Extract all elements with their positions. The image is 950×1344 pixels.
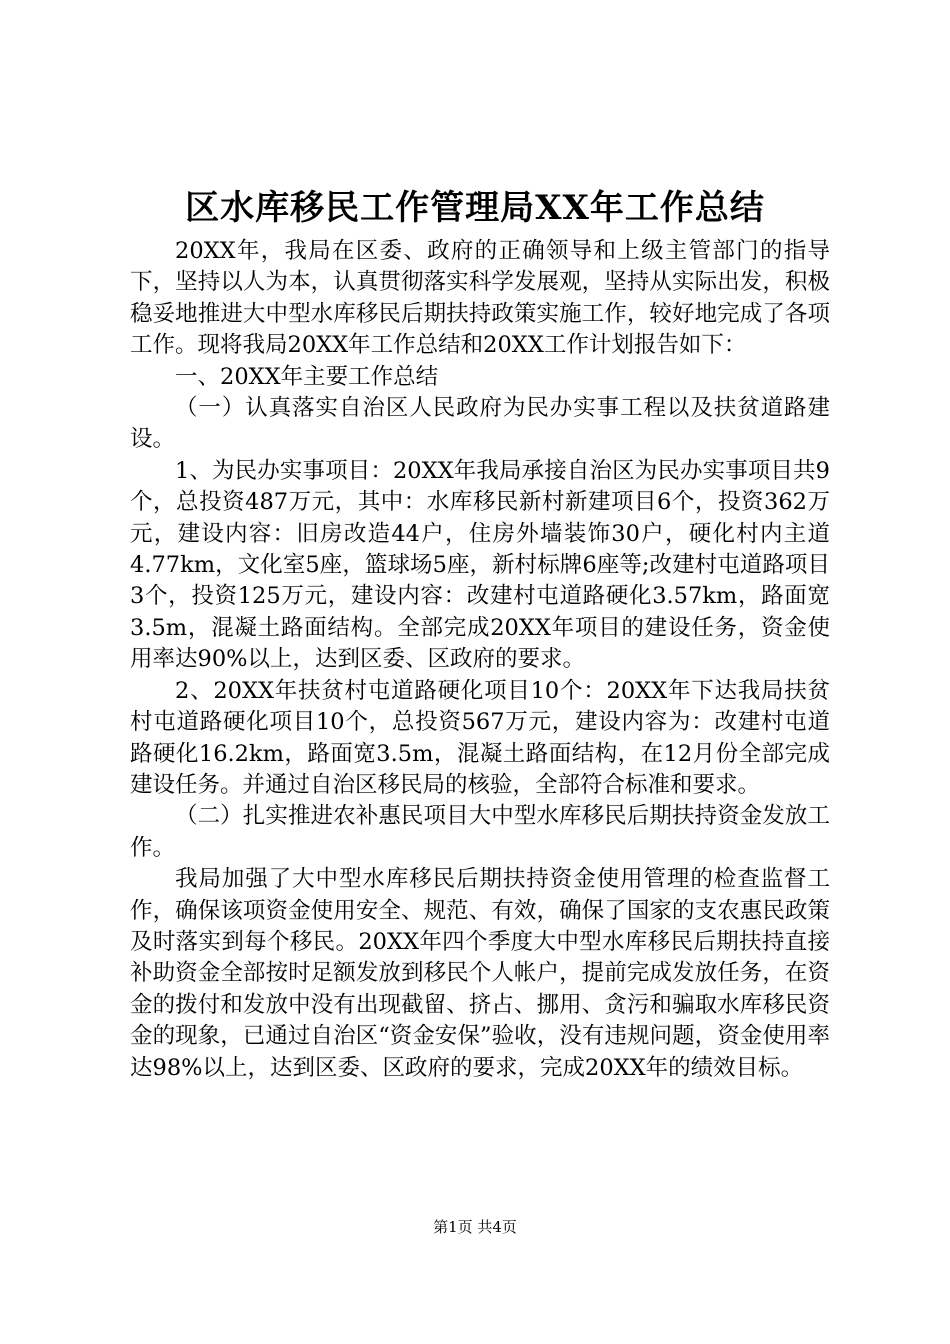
subsection-heading-1: （一）认真落实自治区人民政府为民办实事工程以及扶贫道路建设。 [130,395,830,453]
document-title: 区水库移民工作管理局XX年工作总结 [185,188,765,228]
paragraph-funds: 我局加强了大中型水库移民后期扶持资金使用管理的检查监督工作，确保该项资金使用安全、规范、有效，确保了国家的支农惠民政策及时落实到每个移民。20XX年四个季度大中型水库移民后期扶持直接补助资金全部按时足额发放到移民个人帐户，提前完成发放任务，在资金的拨付和发放中没有出现截留、挤占、挪用、贪污和骗取水库移民资金的现象，已通过自治区“资金安保”验收，没有违规问题，资金使用率达98%以上，达到区委、区政府的要求，完成20XX年的绩效目标。 [130,866,830,1081]
subsection-heading-2: （二）扎实推进农补惠民项目大中型水库移民后期扶持资金发放工作。 [130,803,830,861]
paragraph-intro: 20XX年，我局在区委、政府的正确领导和上级主管部门的指导下，坚持以人为本，认真贯彻落实科学发展观，坚持从实际出发，积极稳妥地推进大中型水库移民后期扶持政策实施工作，较好地完成了各项工作。现将我局20XX年工作总结和20XX工作计划报告如下： [130,238,830,359]
document-body [130,236,830,1084]
page-footer: 第1页 共4页 [433,1218,517,1236]
section-heading-1: 一、20XX年主要工作总结 [175,363,439,390]
paragraph-item-2: 2、20XX年扶贫村屯道路硬化项目10个：20XX年下达我局扶贫村屯道路硬化项目10个，总投资567万元，建设内容为：改建村屯道路硬化16.2km，路面宽3.5m，混凝土路面结构，在12月份全部完成建设任务。并通过自治区移民局的核验，全部符合标准和要求。 [130,677,830,798]
paragraph-item-1: 1、为民办实事项目：20XX年我局承接自治区为民办实事项目共9个，总投资487万元，其中：水库移民新村新建项目6个，投资362万元，建设内容：旧房改造44户，住房外墙装饰30户，硬化村内主道4.77km，文化室5座，篮球场5座，新村标牌6座等;改建村屯道路项目3个，投资125万元，建设内容：改建村屯道路硬化3.57km，路面宽3.5m，混凝土路面结构。全部完成20XX年项目的建设任务，资金使用率达90%以上，达到区委、区政府的要求。 [130,457,830,673]
